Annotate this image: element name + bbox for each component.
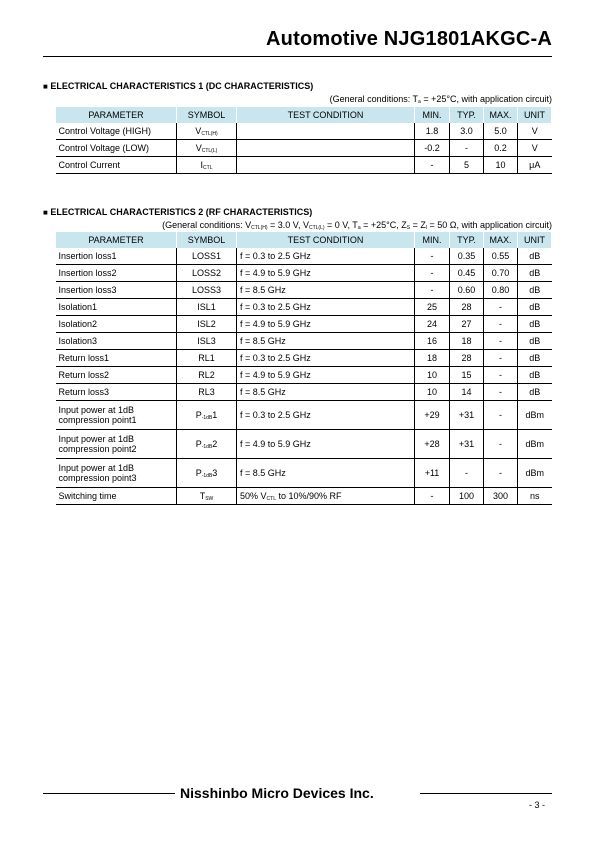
- parameter-cell: Isolation2: [56, 316, 177, 333]
- column-header: SYMBOL: [177, 232, 237, 248]
- unit-cell: dB: [518, 265, 552, 282]
- parameter-cell: Input power at 1dB compression point1: [56, 401, 177, 430]
- column-header: TEST CONDITION: [237, 107, 415, 123]
- column-header: MAX.: [484, 232, 518, 248]
- table-row: [56, 430, 552, 459]
- title-rule: [43, 56, 552, 57]
- test-condition-cell: [237, 123, 415, 140]
- symbol-cell: $P_{-1dB}1$: [177, 401, 237, 430]
- symbol-cell: $T_{SW}$: [177, 488, 237, 505]
- table-row: [56, 333, 552, 350]
- unit-cell: dB: [518, 384, 552, 401]
- unit-cell: ns: [518, 488, 552, 505]
- parameter-cell: Control Voltage (LOW): [56, 140, 177, 157]
- symbol-cell: ISL2: [177, 316, 237, 333]
- typ-cell: 28: [450, 350, 484, 367]
- rf-section-heading: [43, 207, 312, 217]
- test-condition-cell: [237, 157, 415, 174]
- max-cell: -: [484, 316, 518, 333]
- typ-cell: 0.45: [450, 265, 484, 282]
- dc-characteristics-table: [55, 107, 552, 174]
- max-cell: 0.2: [484, 140, 518, 157]
- symbol-cell: ISL1: [177, 299, 237, 316]
- max-cell: -: [484, 430, 518, 459]
- table-row: [56, 488, 552, 505]
- max-cell: -: [484, 350, 518, 367]
- typ-cell: 3.0: [450, 123, 484, 140]
- unit-cell: V: [518, 140, 552, 157]
- max-cell: 0.55: [484, 248, 518, 265]
- column-header: TYP.: [450, 232, 484, 248]
- parameter-cell: Return loss3: [56, 384, 177, 401]
- company-name: Nisshinbo Micro Devices Inc.: [180, 785, 374, 801]
- parameter-cell: Control Voltage (HIGH): [56, 123, 177, 140]
- table-row: [56, 248, 552, 265]
- column-header: MAX.: [484, 107, 518, 123]
- min-cell: 16: [415, 333, 450, 350]
- max-cell: 0.70: [484, 265, 518, 282]
- dc-section-heading: [43, 81, 313, 91]
- max-cell: 5.0: [484, 123, 518, 140]
- column-header: UNIT: [518, 107, 552, 123]
- typ-cell: 27: [450, 316, 484, 333]
- table-row: [56, 282, 552, 299]
- typ-cell: 0.60: [450, 282, 484, 299]
- symbol-cell: $V_{CTL(H)}$: [177, 123, 237, 140]
- typ-cell: +31: [450, 401, 484, 430]
- symbol-cell: $I_{CTL}$: [177, 157, 237, 174]
- table-row: [56, 401, 552, 430]
- min-cell: -: [415, 265, 450, 282]
- typ-cell: 5: [450, 157, 484, 174]
- min-cell: +28: [415, 430, 450, 459]
- footer-rule-left: [43, 793, 175, 794]
- min-cell: 10: [415, 384, 450, 401]
- unit-cell: dB: [518, 367, 552, 384]
- parameter-cell: Control Current: [56, 157, 177, 174]
- max-cell: -: [484, 299, 518, 316]
- symbol-cell: RL2: [177, 367, 237, 384]
- max-cell: -: [484, 367, 518, 384]
- table-row: [56, 384, 552, 401]
- symbol-cell: RL1: [177, 350, 237, 367]
- typ-cell: 15: [450, 367, 484, 384]
- unit-cell: dB: [518, 282, 552, 299]
- unit-cell: dB: [518, 248, 552, 265]
- table-row: [56, 157, 552, 174]
- unit-cell: dB: [518, 299, 552, 316]
- unit-cell: dB: [518, 333, 552, 350]
- typ-cell: 0.35: [450, 248, 484, 265]
- table-row: [56, 459, 552, 488]
- typ-cell: -: [450, 140, 484, 157]
- typ-cell: 28: [450, 299, 484, 316]
- min-cell: -: [415, 488, 450, 505]
- table-row: [56, 265, 552, 282]
- test-condition-cell: f = 4.9 to 5.9 GHz: [237, 367, 415, 384]
- test-condition-cell: f = 0.3 to 2.5 GHz: [237, 401, 415, 430]
- min-cell: -: [415, 282, 450, 299]
- min-cell: +11: [415, 459, 450, 488]
- test-condition-cell: [237, 140, 415, 157]
- min-cell: 10: [415, 367, 450, 384]
- symbol-cell: LOSS2: [177, 265, 237, 282]
- min-cell: -: [415, 248, 450, 265]
- rf-general-conditions: (General conditions: $V_{CTL(H)} = 3.0$ V, $V_{CTL(L)} = 0$ V, $T_a = +25^\circ C$, $Z_S = Z_l = 50$ Ω, with application circuit): [162, 220, 552, 231]
- test-condition-cell: f = 4.9 to 5.9 GHz: [237, 430, 415, 459]
- unit-cell: μA: [518, 157, 552, 174]
- test-condition-cell: f = 8.5 GHz: [237, 282, 415, 299]
- symbol-cell: $P_{-1dB}2$: [177, 430, 237, 459]
- column-header: MIN.: [415, 232, 450, 248]
- symbol-cell: ISL3: [177, 333, 237, 350]
- test-condition-cell: f = 8.5 GHz: [237, 333, 415, 350]
- page-number: - 3 -: [528, 800, 545, 810]
- max-cell: 10: [484, 157, 518, 174]
- min-cell: -0.2: [415, 140, 450, 157]
- typ-cell: +31: [450, 430, 484, 459]
- unit-cell: dB: [518, 350, 552, 367]
- parameter-cell: Switching time: [56, 488, 177, 505]
- column-header: TYP.: [450, 107, 484, 123]
- parameter-cell: Return loss2: [56, 367, 177, 384]
- max-cell: -: [484, 333, 518, 350]
- typ-cell: 18: [450, 333, 484, 350]
- column-header: SYMBOL: [177, 107, 237, 123]
- min-cell: 1.8: [415, 123, 450, 140]
- bullet-icon: ■: [43, 82, 48, 91]
- dc-general-conditions: (General conditions: $T_a = +25^\circ C$, with application circuit): [329, 94, 552, 105]
- unit-cell: V: [518, 123, 552, 140]
- bullet-icon: ■: [43, 208, 48, 217]
- parameter-cell: Insertion loss3: [56, 282, 177, 299]
- unit-cell: dBm: [518, 401, 552, 430]
- min-cell: 18: [415, 350, 450, 367]
- max-cell: -: [484, 401, 518, 430]
- rf-heading-text: ELECTRICAL CHARACTERISTICS 2 (RF CHARACTERISTICS): [50, 207, 313, 217]
- footer-rule-right: [420, 793, 552, 794]
- dc-heading-text: ELECTRICAL CHARACTERISTICS 1 (DC CHARACTERISTICS): [50, 81, 314, 91]
- column-header: MIN.: [415, 107, 450, 123]
- table-row: [56, 350, 552, 367]
- symbol-cell: $P_{-1dB}3$: [177, 459, 237, 488]
- column-header: TEST CONDITION: [237, 232, 415, 248]
- max-cell: -: [484, 459, 518, 488]
- unit-cell: dBm: [518, 430, 552, 459]
- table-row: [56, 140, 552, 157]
- max-cell: 0.80: [484, 282, 518, 299]
- test-condition-cell: f = 4.9 to 5.9 GHz: [237, 265, 415, 282]
- table-row: [56, 367, 552, 384]
- table-row: [56, 299, 552, 316]
- parameter-cell: Isolation1: [56, 299, 177, 316]
- document-title: Automotive NJG1801AKGC-A: [266, 28, 552, 50]
- table-row: [56, 123, 552, 140]
- typ-cell: -: [450, 459, 484, 488]
- min-cell: 24: [415, 316, 450, 333]
- column-header: UNIT: [518, 232, 552, 248]
- parameter-cell: Insertion loss2: [56, 265, 177, 282]
- rf-characteristics-table: [55, 232, 552, 505]
- min-cell: 25: [415, 299, 450, 316]
- typ-cell: 100: [450, 488, 484, 505]
- test-condition-cell: f = 0.3 to 2.5 GHz: [237, 299, 415, 316]
- symbol-cell: LOSS3: [177, 282, 237, 299]
- column-header: PARAMETER: [56, 232, 177, 248]
- test-condition-cell: f = 4.9 to 5.9 GHz: [237, 316, 415, 333]
- symbol-cell: RL3: [177, 384, 237, 401]
- parameter-cell: Input power at 1dB compression point2: [56, 430, 177, 459]
- test-condition-cell: f = 8.5 GHz: [237, 459, 415, 488]
- test-condition-cell: 50% $V_{CTL}$ to 10%/90% RF: [237, 488, 415, 505]
- parameter-cell: Input power at 1dB compression point3: [56, 459, 177, 488]
- table-row: [56, 316, 552, 333]
- test-condition-cell: f = 0.3 to 2.5 GHz: [237, 248, 415, 265]
- symbol-cell: LOSS1: [177, 248, 237, 265]
- min-cell: +29: [415, 401, 450, 430]
- column-header: PARAMETER: [56, 107, 177, 123]
- min-cell: -: [415, 157, 450, 174]
- max-cell: -: [484, 384, 518, 401]
- unit-cell: dBm: [518, 459, 552, 488]
- parameter-cell: Return loss1: [56, 350, 177, 367]
- max-cell: 300: [484, 488, 518, 505]
- typ-cell: 14: [450, 384, 484, 401]
- test-condition-cell: f = 0.3 to 2.5 GHz: [237, 350, 415, 367]
- unit-cell: dB: [518, 316, 552, 333]
- test-condition-cell: f = 8.5 GHz: [237, 384, 415, 401]
- symbol-cell: $V_{CTL(L)}$: [177, 140, 237, 157]
- parameter-cell: Insertion loss1: [56, 248, 177, 265]
- parameter-cell: Isolation3: [56, 333, 177, 350]
